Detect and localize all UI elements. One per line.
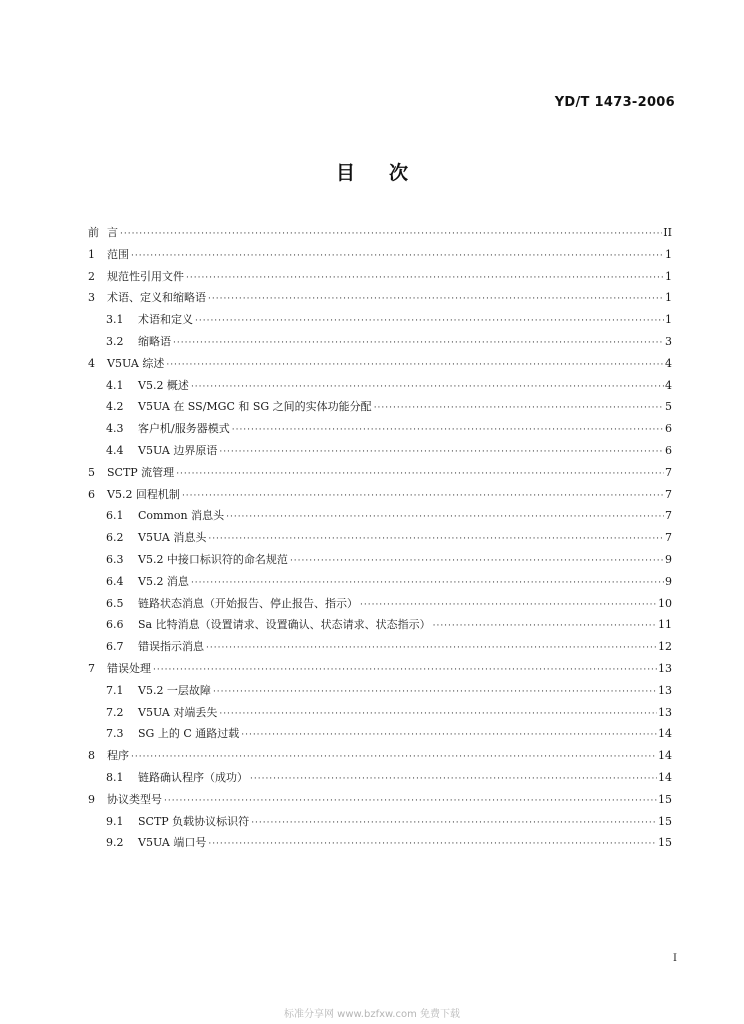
toc-entry-number: 6.6 <box>106 618 124 632</box>
toc-entry-number: 7.3 <box>106 727 124 741</box>
toc-entry <box>88 527 672 549</box>
toc-entry-page: 7 <box>665 509 672 523</box>
toc-entry-number: 5 <box>88 465 95 479</box>
toc-entry-page: 7 <box>665 465 672 479</box>
toc-entry-page: 1 <box>665 247 672 261</box>
dot-leader <box>173 333 664 355</box>
toc-entry-number: 4.3 <box>106 422 124 436</box>
toc-entry <box>88 593 672 615</box>
toc-entry-page: 14 <box>658 770 672 784</box>
toc-entry <box>88 484 672 506</box>
toc-entry-title: 错误指示消息 <box>138 640 204 654</box>
page-title: 目次 <box>335 162 442 184</box>
dot-leader <box>164 791 657 813</box>
dot-leader <box>186 268 664 290</box>
toc-entry-number: 8.1 <box>106 770 124 784</box>
toc-entry <box>88 767 672 789</box>
toc-entry <box>88 222 672 244</box>
toc-entry-page: 1 <box>665 269 672 283</box>
toc-entry-number: 3.1 <box>106 313 124 327</box>
toc-entry-page: 1 <box>665 291 672 305</box>
toc-entry-number: 3.2 <box>106 334 124 348</box>
toc-entry-page: 12 <box>658 640 672 654</box>
toc-entry-title: 链路状态消息（开始报告、停止报告、指示） <box>138 596 358 610</box>
toc-entry-page: II <box>663 226 672 239</box>
toc-entry-page: 9 <box>665 574 672 588</box>
dot-leader <box>191 377 664 399</box>
toc-entry-title: 缩略语 <box>138 334 171 348</box>
toc-entry-number: 6.7 <box>106 640 124 654</box>
dot-leader <box>166 355 664 377</box>
toc-entry <box>88 462 672 484</box>
toc-entry <box>88 549 672 571</box>
dot-leader <box>206 638 657 660</box>
toc-entry-title: 链路确认程序（成功） <box>138 770 248 784</box>
toc-entry-title: V5UA 端口号 <box>138 836 207 850</box>
toc-entry-page: 5 <box>665 400 672 414</box>
dot-leader <box>153 660 657 682</box>
toc-entry-page: 6 <box>665 422 672 436</box>
toc-entry <box>88 418 672 440</box>
toc-entry <box>88 832 672 854</box>
toc-entry-number: 1 <box>88 247 95 261</box>
dot-leader <box>176 464 664 486</box>
toc-entry-page: 14 <box>658 749 672 763</box>
toc-entry <box>88 571 672 593</box>
toc-entry-number: 4.4 <box>106 443 124 457</box>
toc-entry-number: 6.2 <box>106 531 124 545</box>
toc-entry-title: V5.2 中接口标识符的命名规范 <box>138 552 288 566</box>
toc-entry-title: V5UA 边界原语 <box>138 443 218 457</box>
dot-leader <box>241 725 657 747</box>
toc-entry-number: 9 <box>88 792 95 806</box>
dot-leader <box>250 769 657 791</box>
toc-entry-title: V5UA 对端丢失 <box>138 705 218 719</box>
toc-entry-title: 术语和定义 <box>138 313 193 327</box>
toc-entry-title: SCTP 负载协议标识符 <box>138 814 250 828</box>
dot-leader <box>120 224 662 246</box>
dot-leader <box>232 420 664 442</box>
toc-entry-page: 4 <box>665 356 672 370</box>
toc-entry <box>88 636 672 658</box>
dot-leader <box>219 442 664 464</box>
toc-entry <box>88 658 672 680</box>
toc-entry <box>88 811 672 833</box>
toc-entry-page: 3 <box>665 334 672 348</box>
toc-entry-title: 术语、定义和缩略语 <box>107 291 206 305</box>
toc-entry-page: 15 <box>658 836 672 850</box>
toc-entry-number: 9.1 <box>106 814 124 828</box>
toc-entry-title: V5UA 消息头 <box>138 531 207 545</box>
toc-entry <box>88 331 672 353</box>
toc-entry-number: 6.3 <box>106 552 124 566</box>
dot-leader <box>208 289 664 311</box>
toc-entry <box>88 244 672 266</box>
toc-entry-title: 程序 <box>107 749 129 763</box>
toc-entry-page: 9 <box>665 552 672 566</box>
toc-entry-number: 前 <box>88 226 99 239</box>
dot-leader <box>213 682 657 704</box>
toc-entry-title: SG 上的 C 通路过载 <box>138 727 240 741</box>
dot-leader <box>208 834 657 856</box>
toc-entry-page: 13 <box>658 683 672 697</box>
toc-entry-page: 13 <box>658 705 672 719</box>
toc-entry-title: SCTP 流管理 <box>107 465 175 479</box>
toc-entry <box>88 723 672 745</box>
toc-entry <box>88 287 672 309</box>
toc-entry-number: 3 <box>88 291 95 305</box>
toc-entry-page: 7 <box>665 531 672 545</box>
dot-leader <box>360 595 657 617</box>
toc-entry-page: 13 <box>658 661 672 675</box>
table-of-contents <box>88 222 672 854</box>
page-folio: I <box>673 953 677 964</box>
toc-entry <box>88 266 672 288</box>
toc-entry-title: 规范性引用文件 <box>107 269 184 283</box>
toc-entry-title: Common 消息头 <box>138 509 225 523</box>
toc-entry-page: 10 <box>658 596 672 610</box>
toc-entry <box>88 702 672 724</box>
toc-entry <box>88 375 672 397</box>
toc-entry-number: 7.1 <box>106 683 124 697</box>
dot-leader <box>374 398 664 420</box>
toc-entry <box>88 614 672 636</box>
dot-leader <box>191 573 664 595</box>
toc-entry-number: 4.1 <box>106 378 124 392</box>
toc-entry-number: 4.2 <box>106 400 124 414</box>
toc-entry <box>88 789 672 811</box>
toc-entry-page: 15 <box>658 814 672 828</box>
watermark-text: 标准分享网 www.bzfxw.com 免费下载 <box>284 1009 460 1020</box>
toc-entry-title: V5UA 在 SS/MGC 和 SG 之间的实体功能分配 <box>138 400 372 414</box>
toc-entry-title: V5.2 一层故障 <box>138 683 211 697</box>
dot-leader <box>208 529 664 551</box>
dot-leader <box>182 486 664 508</box>
dot-leader <box>290 551 664 573</box>
toc-entry-title: 错误处理 <box>107 661 151 675</box>
toc-entry-title: 客户机/服务器模式 <box>138 422 230 436</box>
toc-entry-title: V5.2 回程机制 <box>107 487 180 501</box>
toc-entry-title: Sa 比特消息（设置请求、设置确认、状态请求、状态指示） <box>138 618 431 632</box>
dot-leader <box>433 616 657 638</box>
dot-leader <box>195 311 664 333</box>
toc-entry-page: 4 <box>665 378 672 392</box>
toc-entry-page: 14 <box>658 727 672 741</box>
toc-entry <box>88 440 672 462</box>
toc-entry-title: V5UA 综述 <box>107 356 165 370</box>
toc-entry-page: 7 <box>665 487 672 501</box>
dot-leader <box>131 747 657 769</box>
toc-entry <box>88 505 672 527</box>
toc-entry-title: 范围 <box>107 247 129 261</box>
toc-entry <box>88 396 672 418</box>
toc-entry-number: 6 <box>88 487 95 501</box>
toc-entry-page: 6 <box>665 443 672 457</box>
standard-number: YD/T 1473-2006 <box>554 95 675 110</box>
toc-entry-title: V5.2 概述 <box>138 378 189 392</box>
toc-entry-page: 11 <box>658 618 672 632</box>
toc-entry-number: 6.1 <box>106 509 124 523</box>
toc-entry-page: 1 <box>665 313 672 327</box>
toc-entry-number: 2 <box>88 269 95 283</box>
dot-leader <box>251 813 657 835</box>
toc-entry-number: 6.4 <box>106 574 124 588</box>
toc-entry <box>88 680 672 702</box>
toc-entry <box>88 353 672 375</box>
toc-entry-title: 言 <box>107 226 118 239</box>
toc-entry-title: 协议类型号 <box>107 792 162 806</box>
toc-entry-number: 7 <box>88 661 95 675</box>
dot-leader <box>219 704 657 726</box>
dot-leader <box>226 507 664 529</box>
toc-entry-number: 4 <box>88 356 95 370</box>
toc-entry-page: 15 <box>658 792 672 806</box>
toc-entry-number: 7.2 <box>106 705 124 719</box>
toc-entry-number: 9.2 <box>106 836 124 850</box>
toc-entry-number: 6.5 <box>106 596 124 610</box>
toc-entry-number: 8 <box>88 749 95 763</box>
toc-entry-title: V5.2 消息 <box>138 574 189 588</box>
toc-entry <box>88 309 672 331</box>
dot-leader <box>131 246 664 268</box>
toc-entry <box>88 745 672 767</box>
